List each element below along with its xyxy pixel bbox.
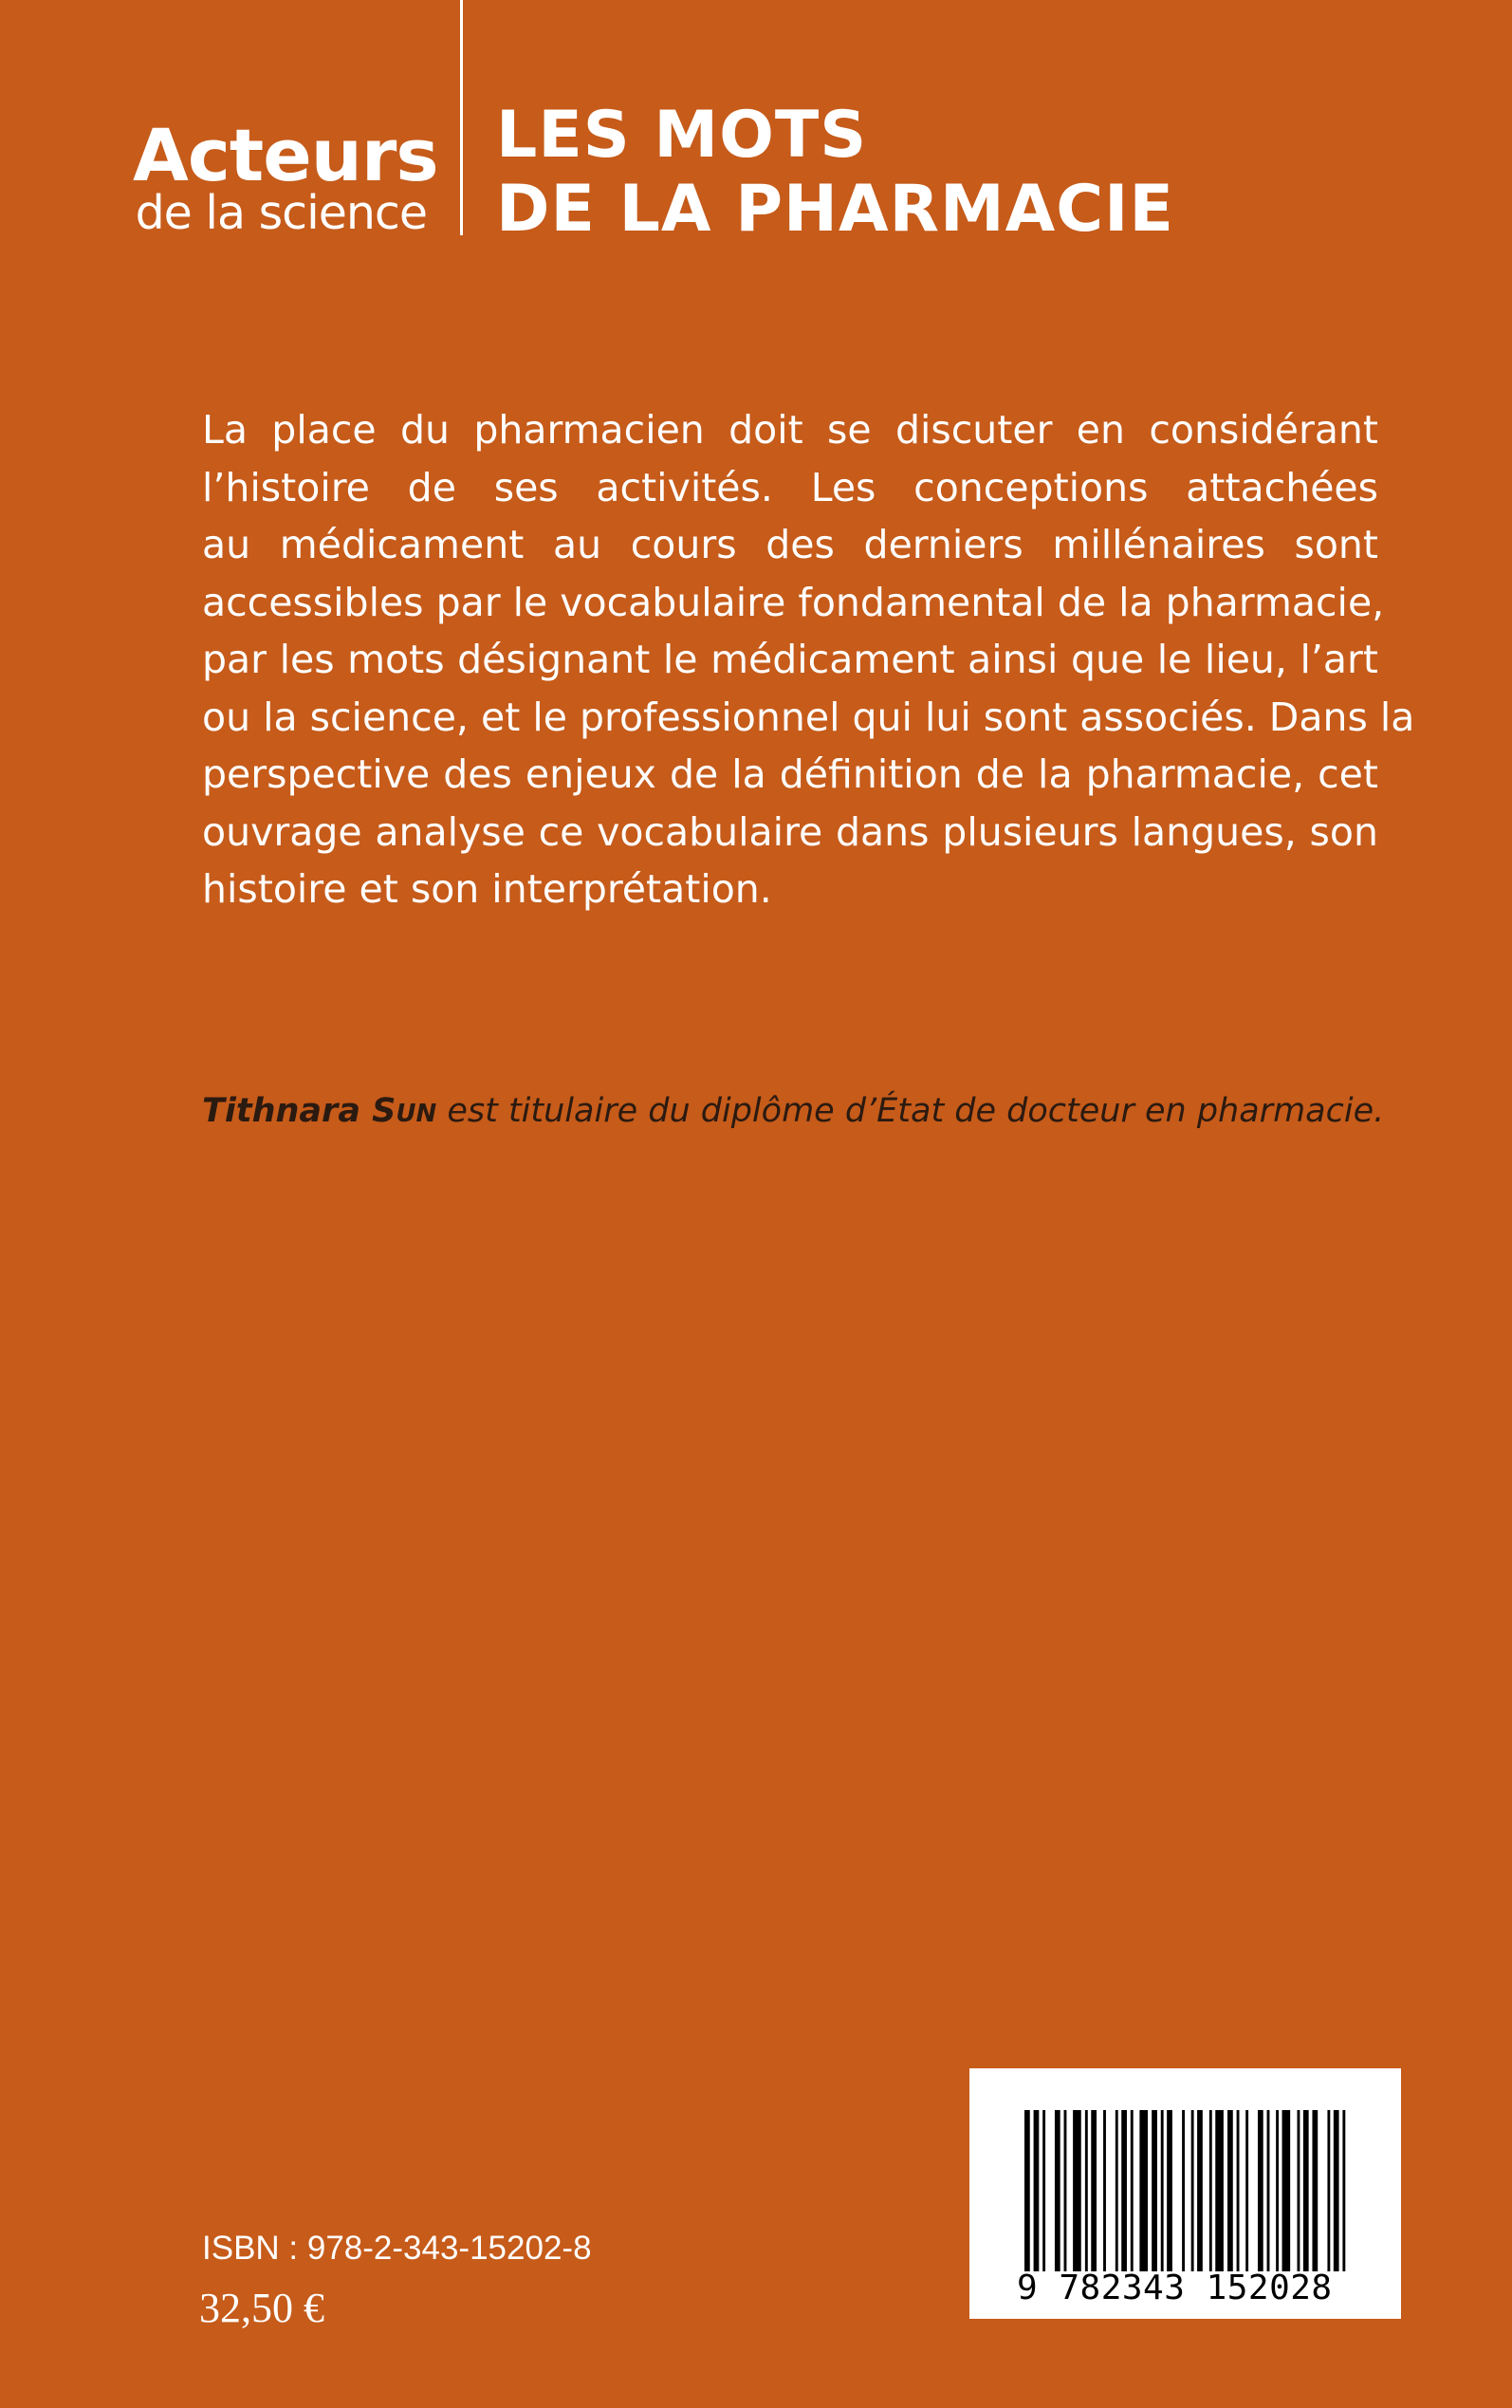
book-title-line-2: DE LA PHARMACIE xyxy=(496,172,1174,247)
barcode-bar xyxy=(1303,2110,1309,2271)
description-line: ou la science, et le professionnel qui lui sont associés. Dans la xyxy=(202,694,1415,740)
barcode-bar xyxy=(1276,2110,1279,2271)
barcode-bar xyxy=(1139,2110,1148,2271)
barcode-bar xyxy=(1267,2110,1270,2271)
barcode-bar xyxy=(1131,2110,1134,2271)
series-subtitle: de la science xyxy=(135,186,427,240)
barcode-bar xyxy=(1116,2110,1118,2271)
barcode-bar xyxy=(1327,2110,1330,2271)
barcode-bar xyxy=(1182,2110,1185,2271)
barcode-bar xyxy=(1312,2110,1318,2271)
barcode-bar xyxy=(1024,2110,1030,2271)
book-description xyxy=(202,401,1415,918)
author-name-smallcaps: UN xyxy=(396,1100,437,1128)
barcode-bar xyxy=(1282,2110,1291,2271)
book-title xyxy=(496,99,1483,247)
barcode-bar xyxy=(1103,2110,1106,2271)
barcode-bar xyxy=(1342,2110,1345,2271)
description-line: La place du pharmacien doit se discuter en considérant xyxy=(202,407,1378,453)
barcode-bar xyxy=(1161,2110,1164,2271)
barcode-bar xyxy=(1085,2110,1088,2271)
barcode-bar xyxy=(1245,2110,1248,2271)
barcode-bar xyxy=(1091,2110,1097,2271)
barcode-bars xyxy=(1024,2110,1352,2271)
barcode-bar xyxy=(1034,2110,1040,2271)
description-line: histoire et son interprétation. xyxy=(202,866,772,912)
barcode-bar xyxy=(1298,2110,1300,2271)
description-line: accessibles par le vocabulaire fondamental de la pharmacie, xyxy=(202,579,1385,625)
description-line: au médicament au cours des derniers millénaires sont xyxy=(202,522,1378,567)
barcode-bar xyxy=(1152,2110,1157,2271)
barcode-digits: 9 782343 152028 xyxy=(1017,2269,1333,2307)
barcode-bar xyxy=(1215,2110,1224,2271)
series-name: Acteurs xyxy=(133,113,438,197)
barcode-bar xyxy=(1167,2110,1172,2271)
book-title-line-1: LES MOTS xyxy=(496,98,868,173)
barcode-bar xyxy=(1258,2110,1263,2271)
barcode-bar xyxy=(1121,2110,1127,2271)
barcode-bar xyxy=(1227,2110,1233,2271)
barcode-bar xyxy=(1055,2110,1060,2271)
isbn: ISBN : 978-2-343-15202-8 xyxy=(202,2230,592,2267)
author-bio xyxy=(202,1083,1397,1142)
barcode-bar xyxy=(1191,2110,1194,2271)
barcode-bar xyxy=(1064,2110,1067,2271)
author-name: Tithnara S xyxy=(202,1092,396,1130)
series-logo xyxy=(133,113,438,240)
price: 32,50 € xyxy=(199,2285,324,2331)
barcode-bar xyxy=(1042,2110,1045,2271)
description-line: par les mots désignant le médicament ainsi que le lieu, l’art xyxy=(202,637,1378,682)
header-divider xyxy=(460,0,463,235)
author-bio-text: est titulaire du diplôme d’État de docteur en pharmacie. xyxy=(436,1092,1385,1130)
barcode-bar xyxy=(1237,2110,1240,2271)
barcode-bar xyxy=(1073,2110,1081,2271)
barcode-bar xyxy=(1209,2110,1212,2271)
barcode-bar xyxy=(1197,2110,1203,2271)
barcode-bar xyxy=(1334,2110,1339,2271)
description-line: ouvrage analyse ce vocabulaire dans plusieurs langues, son xyxy=(202,808,1378,855)
barcode xyxy=(969,2068,1401,2319)
description-line: l’histoire de ses activités. Les conceptions attachées xyxy=(202,464,1378,510)
description-line: perspective des enjeux de la définition de la pharmacie, cet xyxy=(202,751,1378,797)
